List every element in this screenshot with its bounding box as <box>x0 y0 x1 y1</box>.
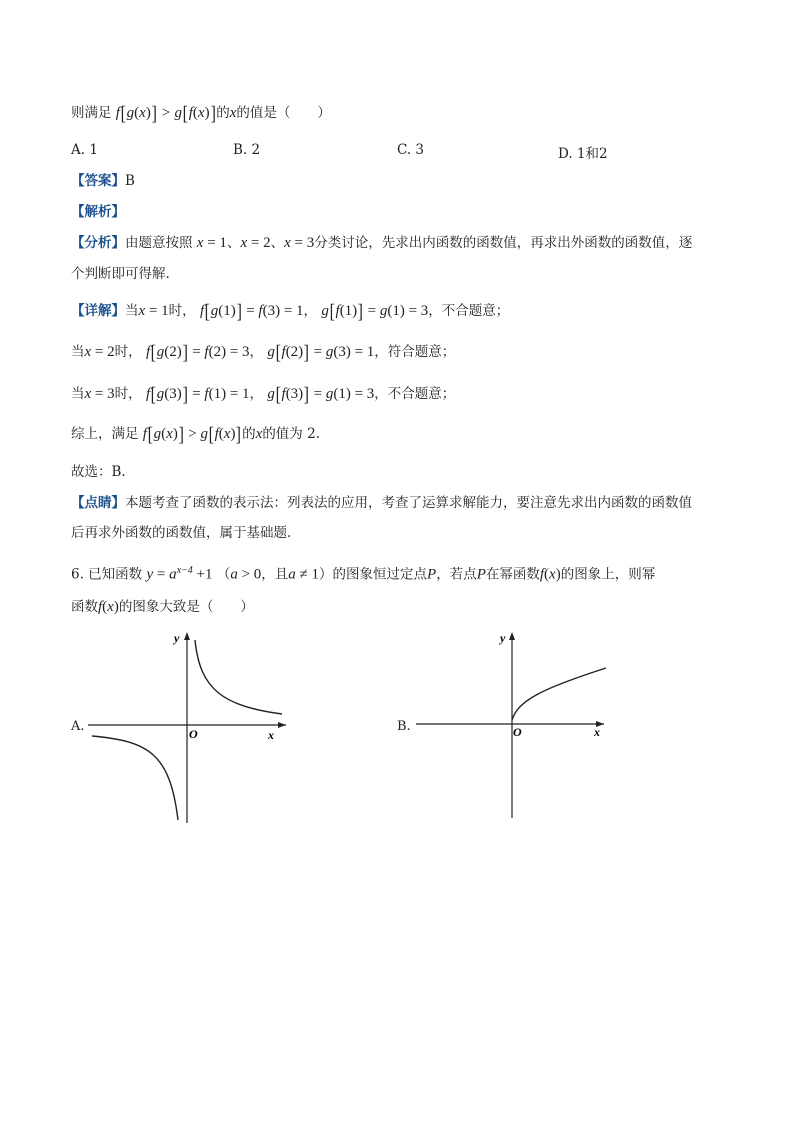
q5-stem: 则满足 f[g(x)] > g[f(x)]的x的值是（ ） <box>71 103 331 125</box>
detail-case-2: 当x = 2时， f[g(2)] = f(2) = 3， g[f(2)] = g(3) = 1，符合题意； <box>71 342 456 364</box>
graph-a-hyperbola <box>88 628 318 828</box>
choose-line: 故选：B. <box>71 464 126 480</box>
answer-line: 【答案】B <box>71 173 135 189</box>
dianjing-line-1: 【点睛】本题考查了函数的表示法：列表法的应用，考查了运算求解能力，要注意先求出内函数的函数值 <box>71 495 692 511</box>
dianjing-line-2: 后再求外函数的函数值，属于基础题. <box>71 525 292 541</box>
fenxi-line-2: 个判断即可得解. <box>71 266 170 282</box>
option-d: D. 1和2 <box>558 146 608 162</box>
analysis-heading: 【解析】 <box>71 204 125 220</box>
option-c: C. 3 <box>397 142 425 158</box>
fenxi-line-1: 【分析】由题意按照 x = 1、x = 2、x = 3分类讨论，先求出内函数的函数值，再求出外函数的函数值，逐 <box>71 235 693 251</box>
graph-a-label: A. <box>71 719 85 734</box>
graph-b-label: B. <box>397 719 411 734</box>
q6-stem-line-1: 6. 已知函数 $y = a^{x-4} +1$ （a > 0，且a ≠ 1）的图象恒过定点P，若点P在幂函数f(x)的图象上，则幂 <box>71 565 656 583</box>
detail-summary: 综上，满足 f[g(x)] > g[f(x)]的x的值为 2. <box>71 424 320 446</box>
detail-case-3: 当x = 3时， f[g(3)] = f(1) = 1， g[f(3)] = g(1) = 3，不合题意； <box>71 384 456 406</box>
q6-stem-line-2: 函数f(x)的图象大致是（ ） <box>71 599 254 615</box>
graph-a-y-label: y <box>174 631 180 645</box>
graph-a-origin: O <box>189 727 198 741</box>
option-a: A. 1 <box>71 142 98 158</box>
detail-case-1: 【详解】当x = 1时， f[g(1)] = f(3) = 1， g[f(1)] = g(1) = 3，不合题意； <box>71 301 510 323</box>
graph-b-x-label: x <box>594 725 600 739</box>
graph-b-origin: O <box>513 725 522 739</box>
graph-a-x-label: x <box>268 728 274 742</box>
graph-b-y-label: y <box>500 631 506 645</box>
graph-b-sqrt <box>414 628 644 828</box>
option-b: B. 2 <box>233 142 261 158</box>
